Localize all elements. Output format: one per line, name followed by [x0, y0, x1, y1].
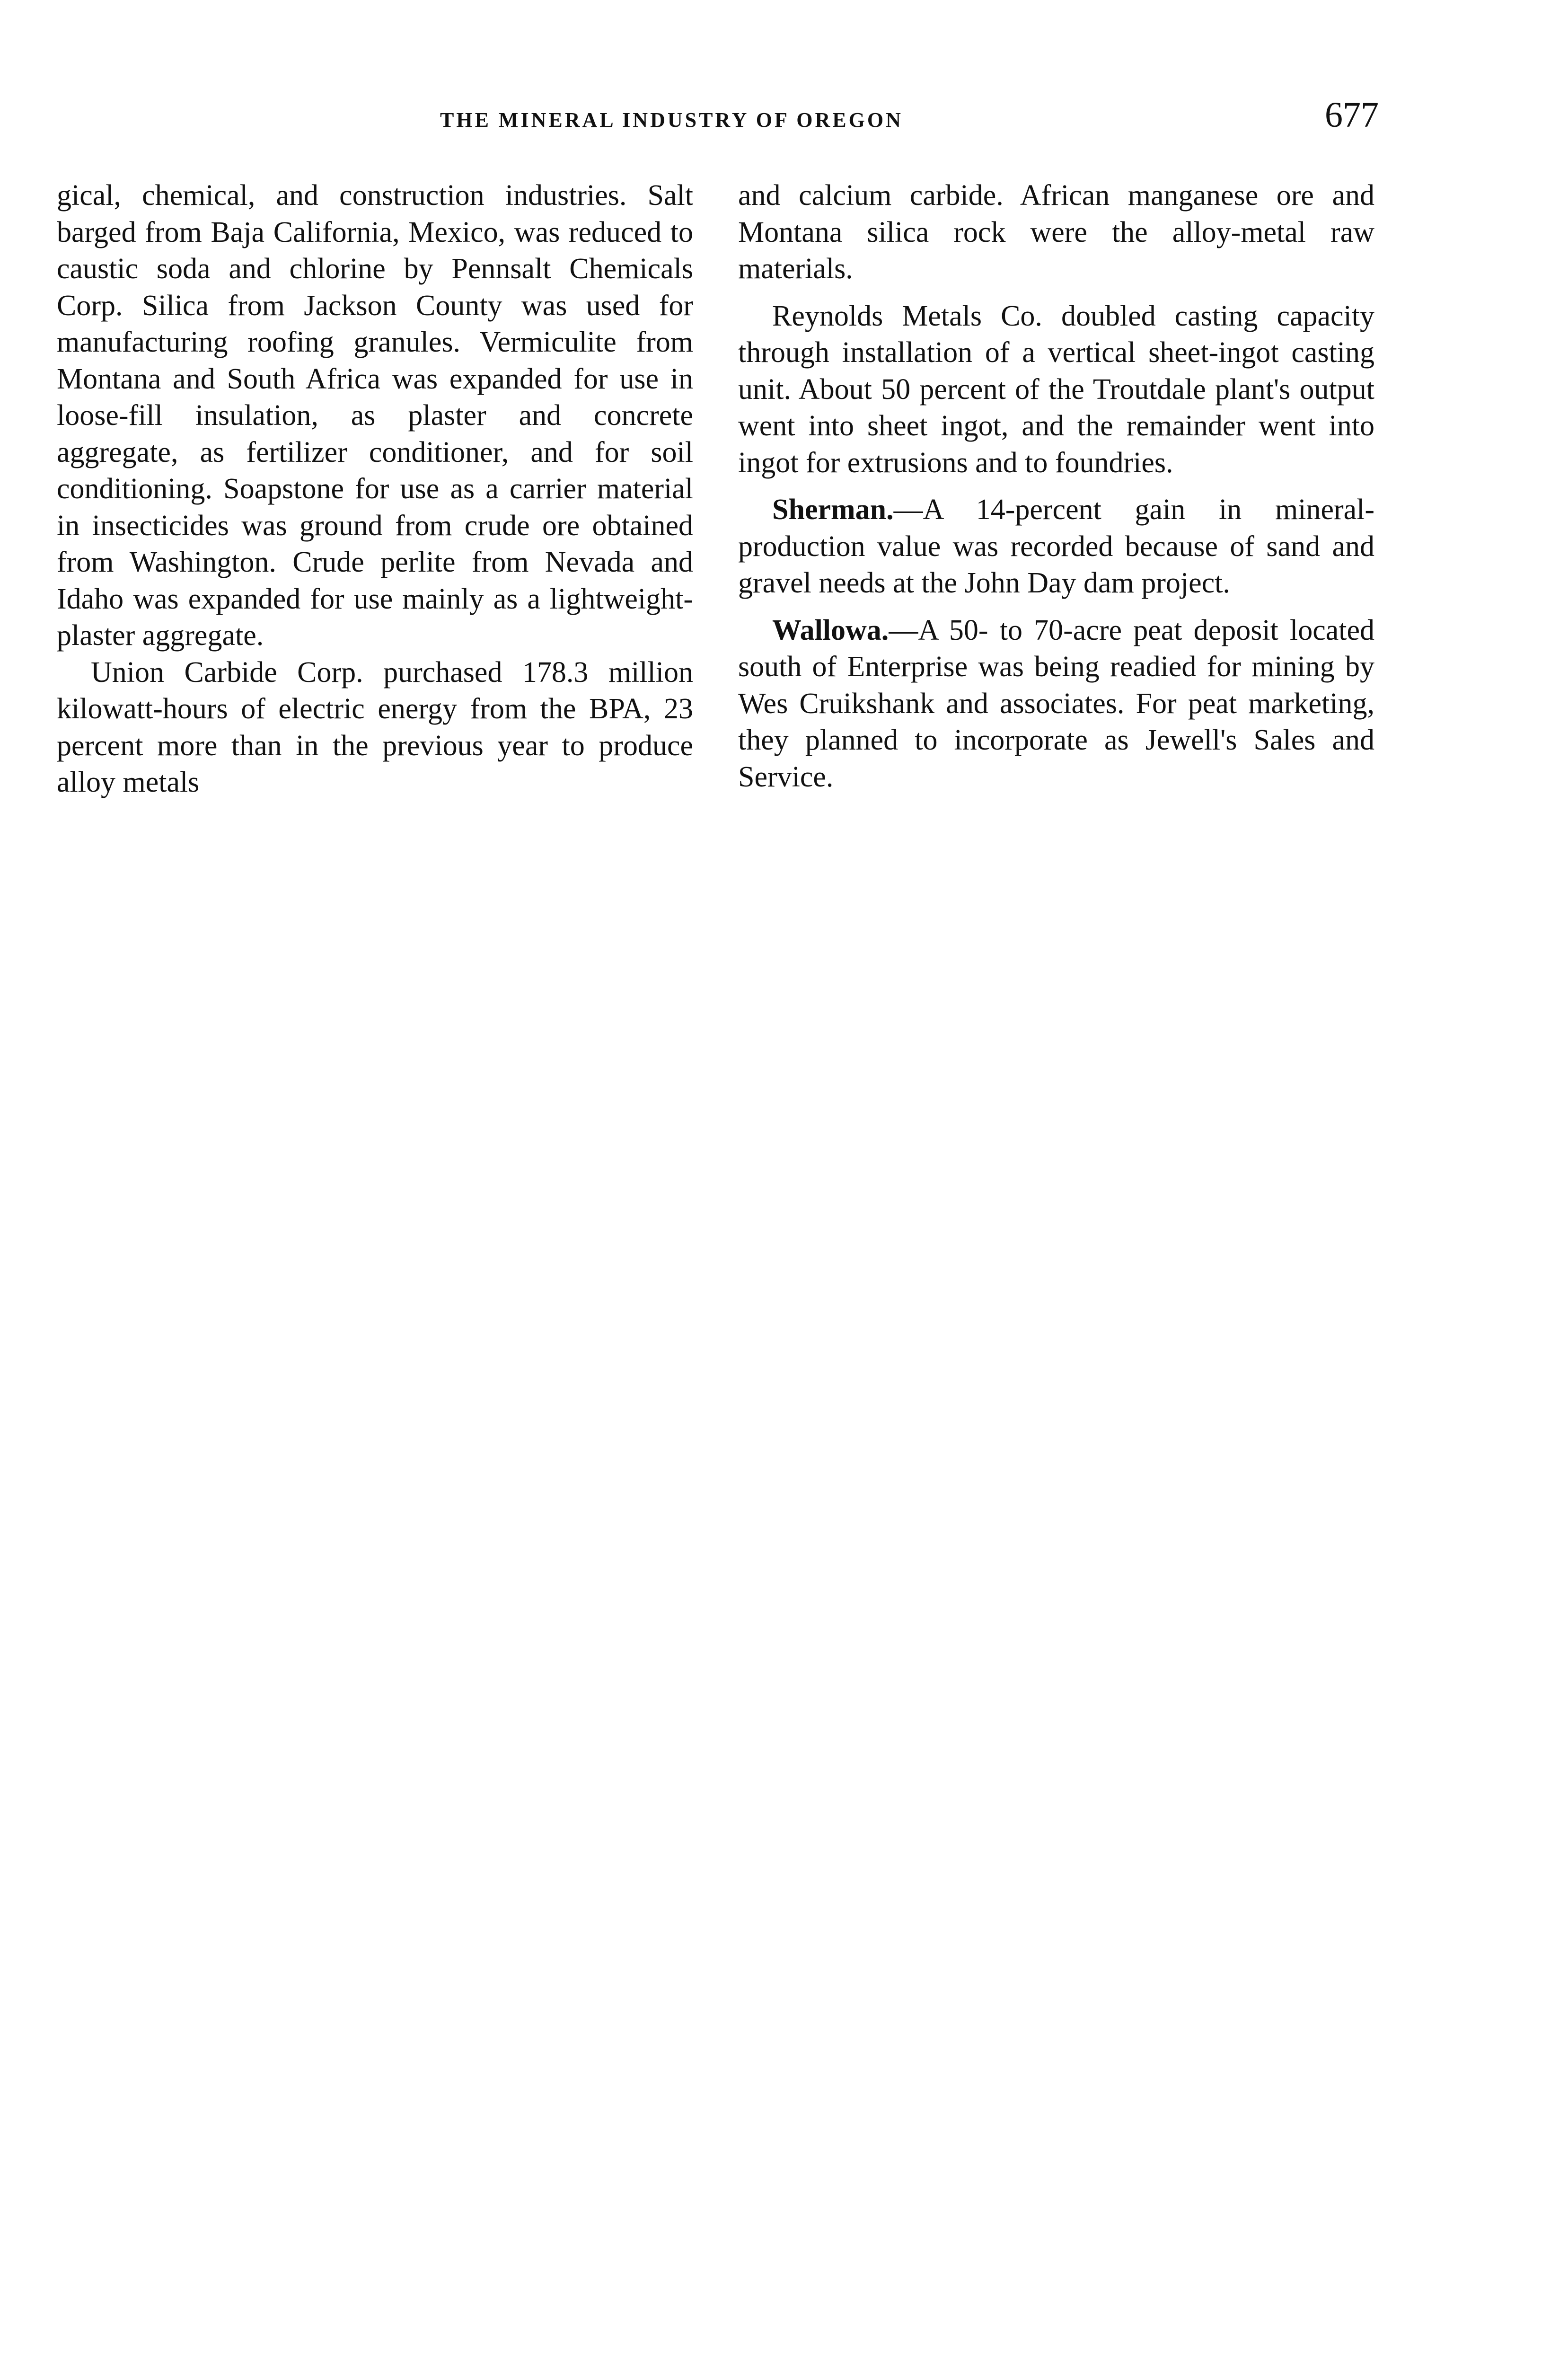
- body-paragraph-reynolds: Reynolds Metals Co. doubled casting capacity through installation of a vertical sheet-ingot casting unit. About 50 percent of the Troutdale plant's output went into sheet ingot, and the remainder went into ingot for extrusions and to foundries.: [738, 300, 1374, 479]
- left-column: [57, 177, 693, 801]
- body-paragraph-union-carbide: Union Carbide Corp. purchased 178.3 million kilowatt-hours of electric energy from the BPA, 23 percent more than in the previous year to produce alloy metals: [57, 656, 693, 798]
- county-text-sherman: —A 14-percent gain in mineral-production value was recorded because of sand and gravel needs at the John Day dam project.: [738, 494, 1374, 599]
- right-column: [738, 177, 1374, 795]
- county-heading-sherman: Sherman.: [772, 494, 894, 526]
- county-paragraph-wallowa: [738, 612, 1374, 796]
- running-head: [0, 95, 1568, 136]
- body-paragraph-calcium-carbide: and calcium carbide. African manganese ore and Montana silica rock were the alloy-metal raw materials.: [738, 179, 1374, 285]
- body-paragraph-continued: gical, chemical, and construction industries. Salt barged from Baja California, Mexico, was reduced to caustic soda and chlorine by Pennsalt Chemicals Corp. Silica from Jackson County was used for manufacturing roofing granules. Vermiculite from Montana and South Africa was expanded for use in loose-fill insulation, as plaster and concrete aggregate, as fertilizer conditioner, and for soil conditioning. Soapstone for use as a carrier material in insecticides was ground from crude ore obtained from Washington. Crude perlite from Nevada and Idaho was expanded for use mainly as a lightweight-plaster aggregate.: [57, 179, 693, 652]
- county-text-wallowa: —A 50- to 70-acre peat deposit located south of Enterprise was being readied for mining by Wes Cruikshank and associates. For peat marketing, they planned to incorporate as Jewell's Sales and Service.: [738, 614, 1374, 793]
- county-paragraph-sherman: [738, 492, 1374, 602]
- county-heading-wallowa: Wallowa.: [772, 614, 889, 646]
- page-number: 677: [1325, 95, 1379, 135]
- running-title: THE MINERAL INDUSTRY OF OREGON: [440, 108, 903, 132]
